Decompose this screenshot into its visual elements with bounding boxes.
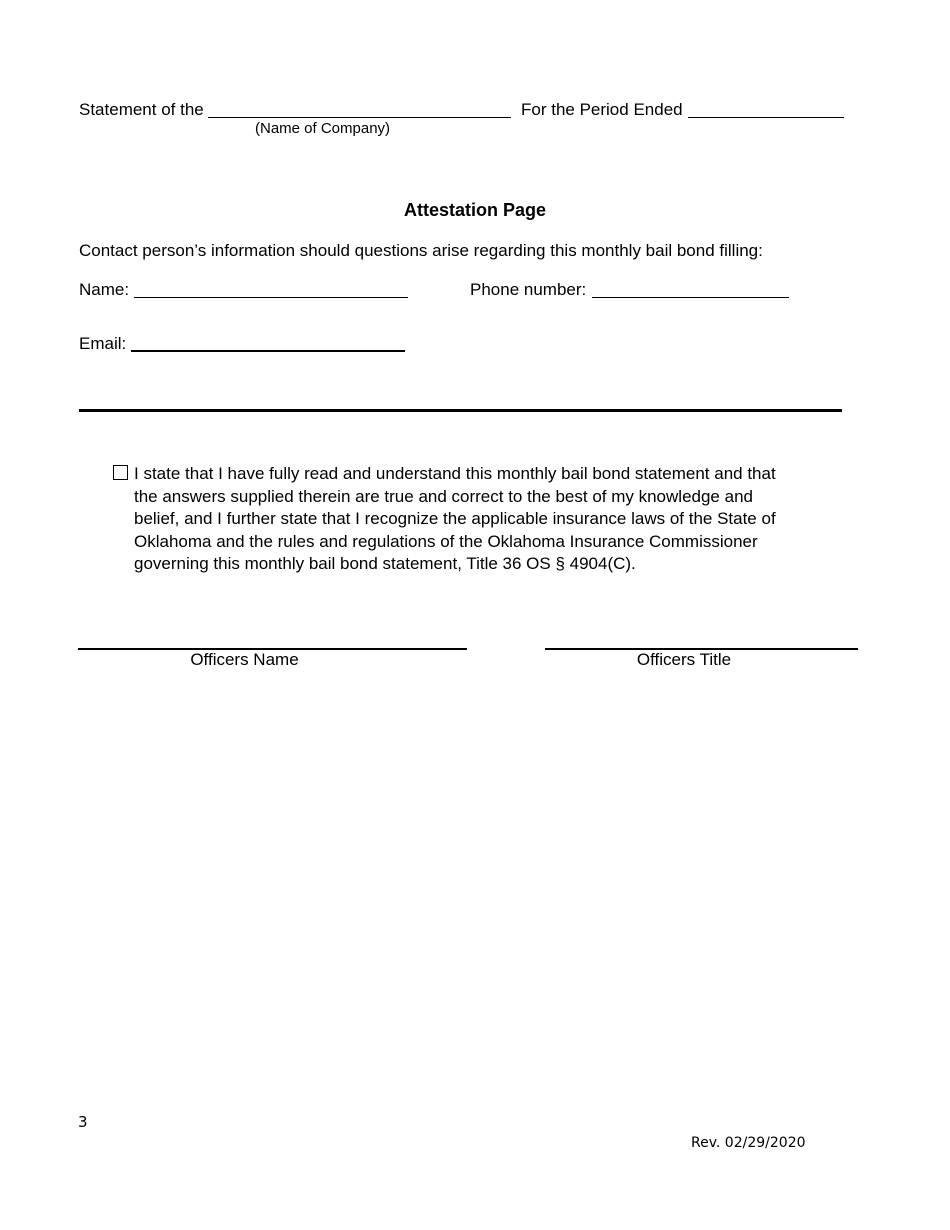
attestation-statement: I state that I have fully read and understand this monthly bail bond statement and that the answers supplied therein are true and correct to the best of my knowledge and belief, and I further state that I recognize the applicable insurance laws of the State of Oklahoma and the rules and regulations of the Oklahoma Insurance Commissioner governing this monthly bail bond statement, Title 36 OS § 4904(C).: [134, 464, 776, 573]
phone-field[interactable]: [592, 297, 789, 298]
email-field[interactable]: [131, 350, 405, 352]
company-name-field[interactable]: [208, 117, 511, 118]
name-field[interactable]: [134, 297, 408, 298]
contact-intro: Contact person’s information should questions arise regarding this monthly bail bond filling:: [79, 241, 763, 260]
company-caption: (Name of Company): [255, 120, 391, 137]
officer-title-label: Officers Title: [636, 650, 732, 669]
section-divider: [79, 409, 842, 412]
name-label: Name:: [79, 280, 130, 299]
period-label: For the Period Ended: [521, 100, 683, 119]
phone-label: Phone number:: [470, 280, 587, 299]
statement-label: Statement of the: [79, 100, 204, 119]
page-number: 3: [78, 1113, 88, 1131]
period-ended-field[interactable]: [688, 117, 844, 118]
email-label: Email:: [79, 334, 127, 353]
page-title: Attestation Page: [403, 200, 547, 220]
revision-date: Rev. 02/29/2020: [691, 1135, 806, 1151]
officer-name-label: Officers Name: [190, 650, 299, 669]
attestation-checkbox[interactable]: [113, 465, 128, 480]
